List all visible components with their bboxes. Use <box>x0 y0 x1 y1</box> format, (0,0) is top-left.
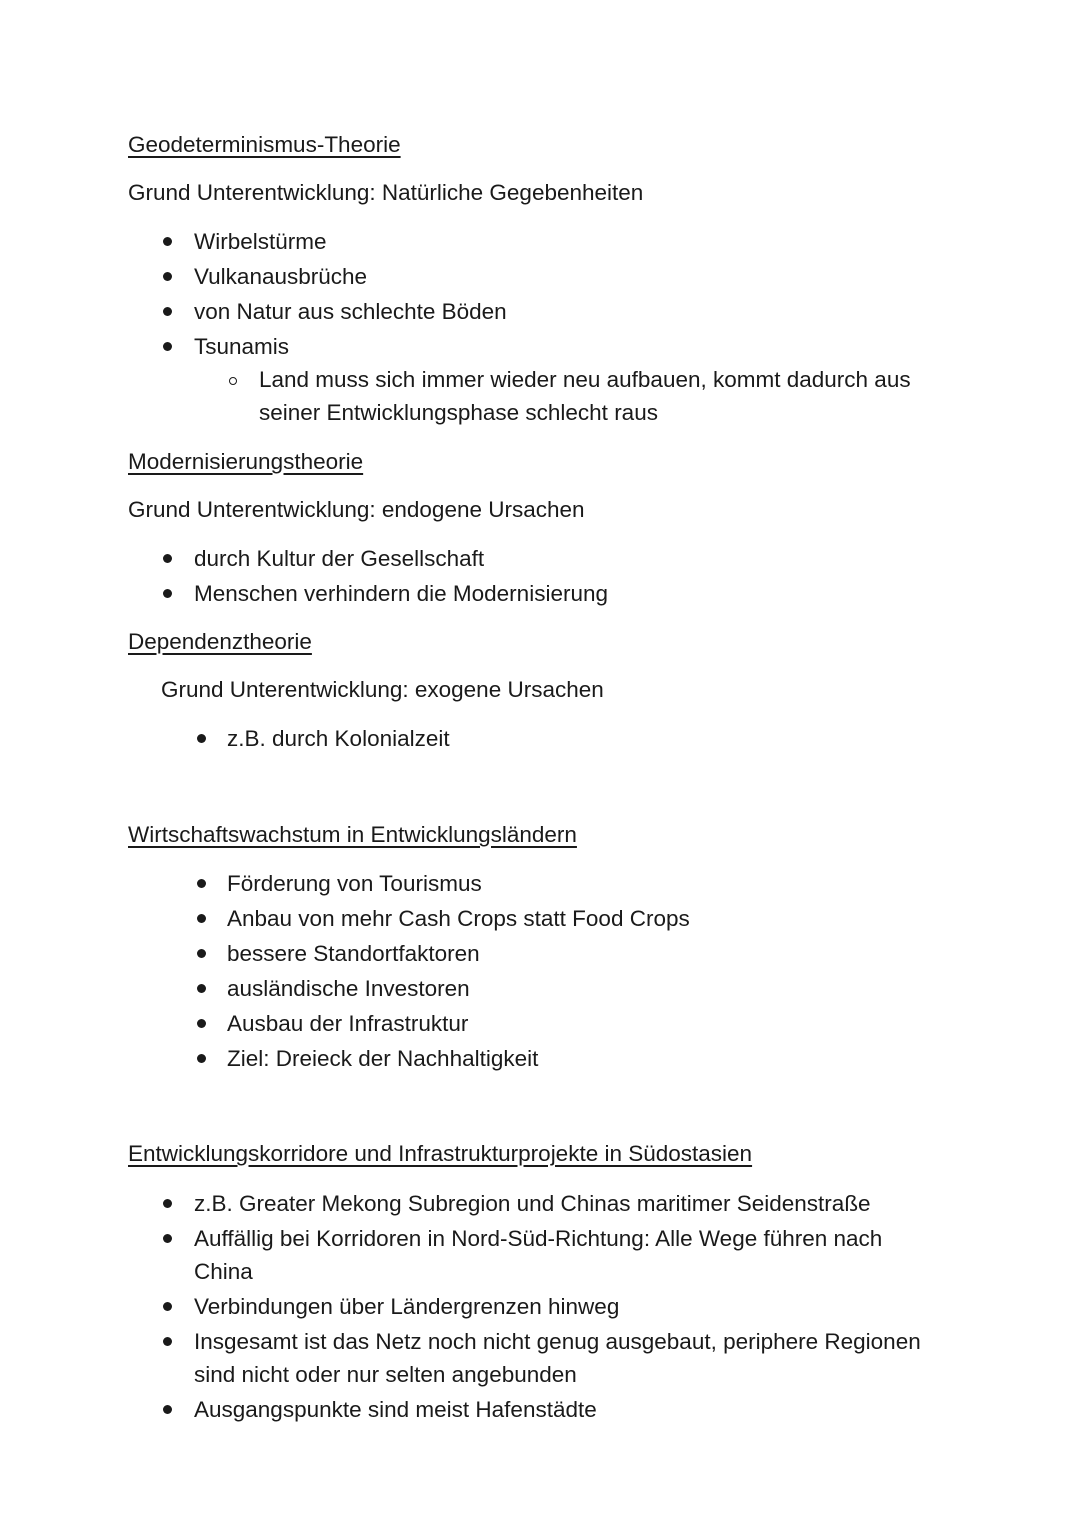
sub-bullet-circle-icon <box>229 377 237 385</box>
bullet-icon <box>197 949 206 958</box>
list-item: Menschen verhindern die Modernisierung <box>194 581 608 606</box>
list-item: Auffällig bei Korridoren in Nord-Süd-Richtung: Alle Wege führen nach <box>194 1226 883 1251</box>
section-heading-wirtschaftswachstum: Wirtschaftswachstum in Entwicklungsländern <box>128 822 577 847</box>
bullet-icon <box>163 342 172 351</box>
section-heading-entwicklungskorridore: Entwicklungskorridore und Infrastrukturprojekte in Südostasien <box>128 1141 753 1166</box>
bullet-icon <box>163 1302 172 1311</box>
bullet-icon <box>163 1234 172 1243</box>
list-item: Tsunamis <box>194 334 290 359</box>
list-item: durch Kultur der Gesellschaft <box>194 546 485 571</box>
reason-dependenz: Grund Unterentwicklung: exogene Ursachen <box>161 677 604 702</box>
list-item: Vulkanausbrüche <box>194 264 368 289</box>
list-item: z.B. Greater Mekong Subregion und Chinas maritimer Seidenstraße <box>194 1191 871 1216</box>
sub-list-item-line: Land muss sich immer wieder neu aufbauen, kommt dadurch aus <box>259 367 911 392</box>
bullet-icon <box>197 1019 206 1028</box>
section-heading-modernisierung: Modernisierungstheorie <box>128 449 364 474</box>
reason-geodeterminismus: Grund Unterentwicklung: Natürliche Gegebenheiten <box>128 180 644 205</box>
bullet-icon <box>197 879 206 888</box>
bullet-icon <box>163 589 172 598</box>
list-item: von Natur aus schlechte Böden <box>194 299 507 324</box>
bullet-icon <box>197 984 206 993</box>
list-item: ausländische Investoren <box>227 976 470 1001</box>
bullet-icon <box>163 272 172 281</box>
bullet-icon <box>163 307 172 316</box>
list-item: Ausbau der Infrastruktur <box>227 1011 469 1036</box>
bullet-icon <box>197 1054 206 1063</box>
list-item: Insgesamt ist das Netz noch nicht genug ausgebaut, periphere Regionen <box>194 1329 921 1354</box>
bullet-icon <box>163 1405 172 1414</box>
bullet-icon <box>163 554 172 563</box>
list-item: Ausgangspunkte sind meist Hafenstädte <box>194 1397 597 1422</box>
list-item: Wirbelstürme <box>194 229 327 254</box>
bullet-icon <box>163 1337 172 1346</box>
reason-modernisierung: Grund Unterentwicklung: endogene Ursachen <box>128 497 585 522</box>
list-item: z.B. durch Kolonialzeit <box>227 726 450 751</box>
list-item: Anbau von mehr Cash Crops statt Food Crops <box>227 906 690 931</box>
bullet-icon <box>197 914 206 923</box>
section-heading-dependenz: Dependenztheorie <box>128 629 312 654</box>
list-item: bessere Standortfaktoren <box>227 941 480 966</box>
list-item: Verbindungen über Ländergrenzen hinweg <box>194 1294 620 1319</box>
list-item-continuation: China <box>194 1259 253 1284</box>
section-heading-geodeterminismus: Geodeterminismus-Theorie <box>128 132 401 157</box>
bullet-icon <box>163 237 172 246</box>
list-item: Förderung von Tourismus <box>227 871 482 896</box>
bullet-icon <box>163 1199 172 1208</box>
list-item: Ziel: Dreieck der Nachhaltigkeit <box>227 1046 539 1071</box>
sub-list-item-line: seiner Entwicklungsphase schlecht raus <box>259 400 658 425</box>
bullet-icon <box>197 734 206 743</box>
list-item-continuation: sind nicht oder nur selten angebunden <box>194 1362 577 1387</box>
